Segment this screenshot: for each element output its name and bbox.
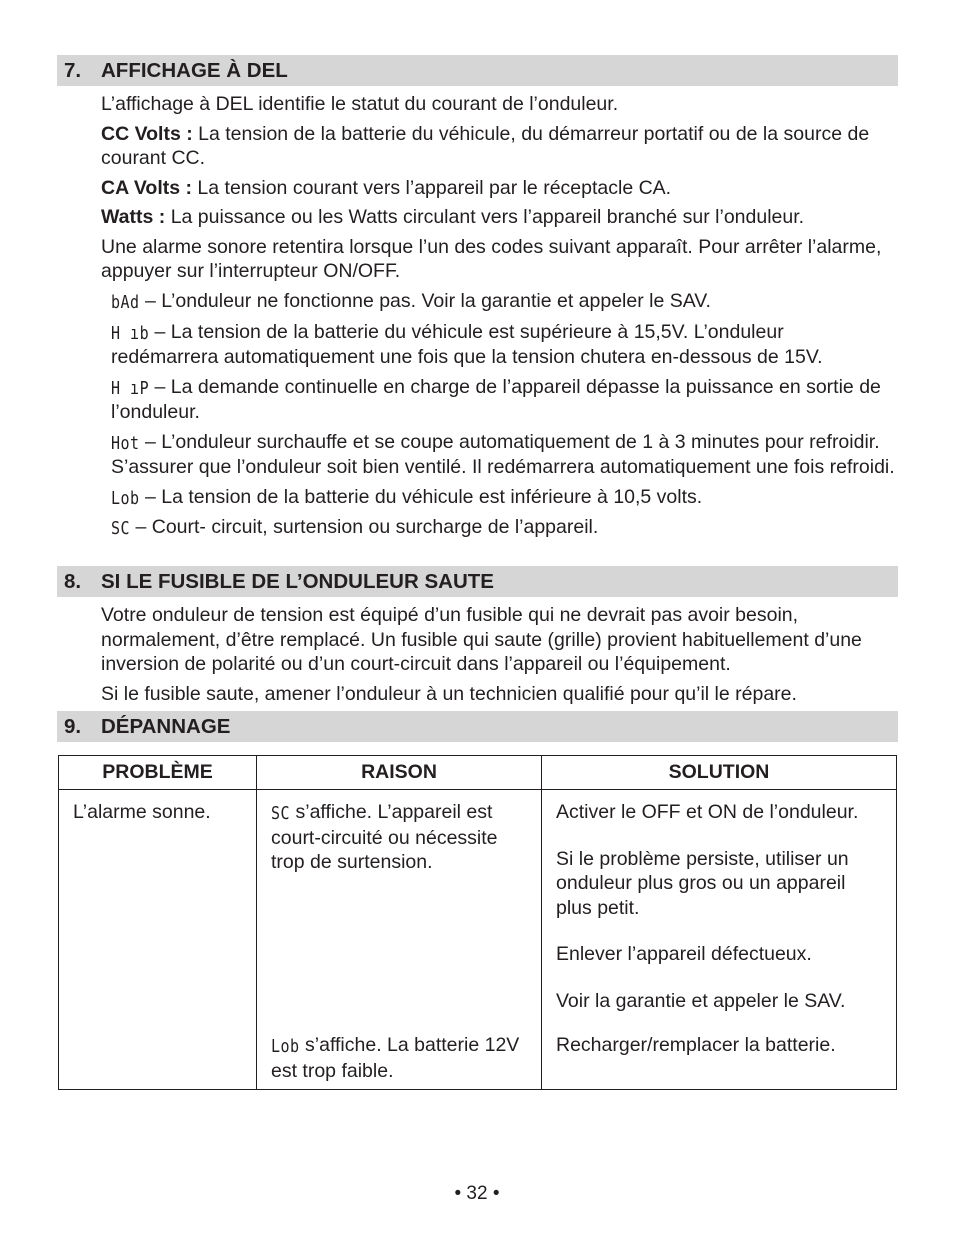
code-item xyxy=(111,289,896,315)
code-lob-display: Lob xyxy=(271,1035,300,1057)
section-8-header xyxy=(57,566,898,597)
section-number: 7. xyxy=(64,59,82,82)
solution-item: Voir la garantie et appeler le SAV. xyxy=(556,989,846,1012)
code-description: – La tension de la batterie du véhicule est supérieure à 15,5V. L’onduleur redémarrera automatiquement une fois que la tension chutera en-dessous de 15V. xyxy=(111,320,823,368)
code-hip-display: H ıP xyxy=(111,376,150,399)
code-item xyxy=(111,375,896,425)
code-hot-display: Hot xyxy=(111,431,140,454)
section-8-body xyxy=(101,603,898,706)
ca-volts-label: CA Volts : xyxy=(101,176,192,199)
intro-text: L’affichage à DEL identifie le statut du courant de l’onduleur. xyxy=(101,93,619,115)
watts-text: La puissance ou les Watts circulant vers l’appareil branché sur l’onduleur. xyxy=(165,206,805,228)
code-bad-display: bAd xyxy=(111,291,140,313)
code-item xyxy=(111,485,896,511)
section-7-body xyxy=(101,92,898,284)
watts-para xyxy=(101,205,898,230)
code-item xyxy=(111,430,896,480)
solution-item: Activer le OFF et ON de l’onduleur. xyxy=(556,801,859,823)
problem-cell xyxy=(59,790,257,1090)
code-sc-display: SC xyxy=(271,802,291,824)
ca-volts-text: La tension courant vers l’appareil par le réceptacle CA. xyxy=(192,176,672,199)
ca-volts-para xyxy=(101,176,898,201)
code-sc-display: SC xyxy=(111,517,131,539)
header-problem: PROBLÈME xyxy=(59,756,257,790)
fuse-advice: Si le fusible saute, amener l’onduleur à un technicien qualifié pour qu’il le répare. xyxy=(101,682,797,705)
reason-cell xyxy=(257,790,542,1090)
code-description: – La demande continuelle en charge de l’appareil dépasse la puissance en sortie de l’onduleur. xyxy=(111,375,881,423)
section-title: AFFICHAGE À DEL xyxy=(101,59,288,82)
section-7-header xyxy=(57,55,898,86)
table-header-row xyxy=(59,756,897,790)
header-reason: RAISON xyxy=(257,756,542,790)
code-item xyxy=(111,515,896,541)
solution-item: Si le problème persiste, utiliser un onduleur plus gros ou un appareil plus petit. xyxy=(556,847,849,919)
alarm-code-list xyxy=(111,289,896,541)
section-title: DÉPANNAGE xyxy=(101,715,231,738)
reason-text: s’affiche. L’appareil est court-circuité ou nécessite trop de surtension. xyxy=(271,801,498,873)
header-solution: SOLUTION xyxy=(542,756,897,790)
problem-text: L’alarme sonne. xyxy=(73,801,211,823)
section-title: SI LE FUSIBLE DE L’ONDULEUR SAUTE xyxy=(101,570,494,593)
code-description: – L’onduleur ne fonctionne pas. Voir la garantie et appeler le SAV. xyxy=(139,290,711,312)
troubleshooting-table xyxy=(58,755,897,1090)
section-number: 8. xyxy=(64,570,82,593)
code-description: – L’onduleur surchauffe et se coupe automatiquement de 1 à 3 minutes pour refroidir. S’assurer que l’onduleur soit bien ventilé. Il redémarrera automatiquement une fois refroidi. xyxy=(111,430,895,478)
code-lob-display: Lob xyxy=(111,486,140,509)
alarm-text: Une alarme sonore retentira lorsque l’un des codes suivant apparaît. Pour arrêter l’alarme, appuyer sur l’interrupteur ON/OFF. xyxy=(101,235,882,282)
code-item xyxy=(111,320,896,370)
solution-item: Recharger/remplacer la batterie. xyxy=(556,1034,836,1056)
section-number: 9. xyxy=(64,715,82,738)
cc-volts-para xyxy=(101,122,898,171)
cc-volts-label: CC Volts : xyxy=(101,122,193,145)
reason-lob xyxy=(271,1033,531,1083)
page-number: • 32 • xyxy=(454,1183,500,1204)
reason-sc xyxy=(271,800,531,875)
code-description: – Court- circuit, surtension ou surcharge de l’appareil. xyxy=(130,516,599,538)
section-9-header xyxy=(57,711,898,742)
solution-cell xyxy=(542,790,897,1090)
cc-volts-text: La tension de la batterie du véhicule, du démarreur portatif ou de la source de courant CC. xyxy=(101,122,870,169)
code-description: – La tension de la batterie du véhicule est inférieure à 10,5 volts. xyxy=(139,485,703,508)
code-hib-display: H ıb xyxy=(111,321,150,344)
watts-label: Watts : xyxy=(101,206,166,228)
reason-text: s’affiche. La batterie 12V est trop faible. xyxy=(271,1034,520,1082)
solution-item: Enlever l’appareil défectueux. xyxy=(556,943,812,965)
fuse-paragraph: Votre onduleur de tension est équipé d’un fusible qui ne devrait pas avoir besoin, normalement, d’être remplacé. Un fusible qui saute (grille) provient habituellement d’une inversion de polarité ou d’un court-circuit dans l’appareil ou l’équipement. xyxy=(101,604,862,675)
table-row xyxy=(59,790,897,1090)
